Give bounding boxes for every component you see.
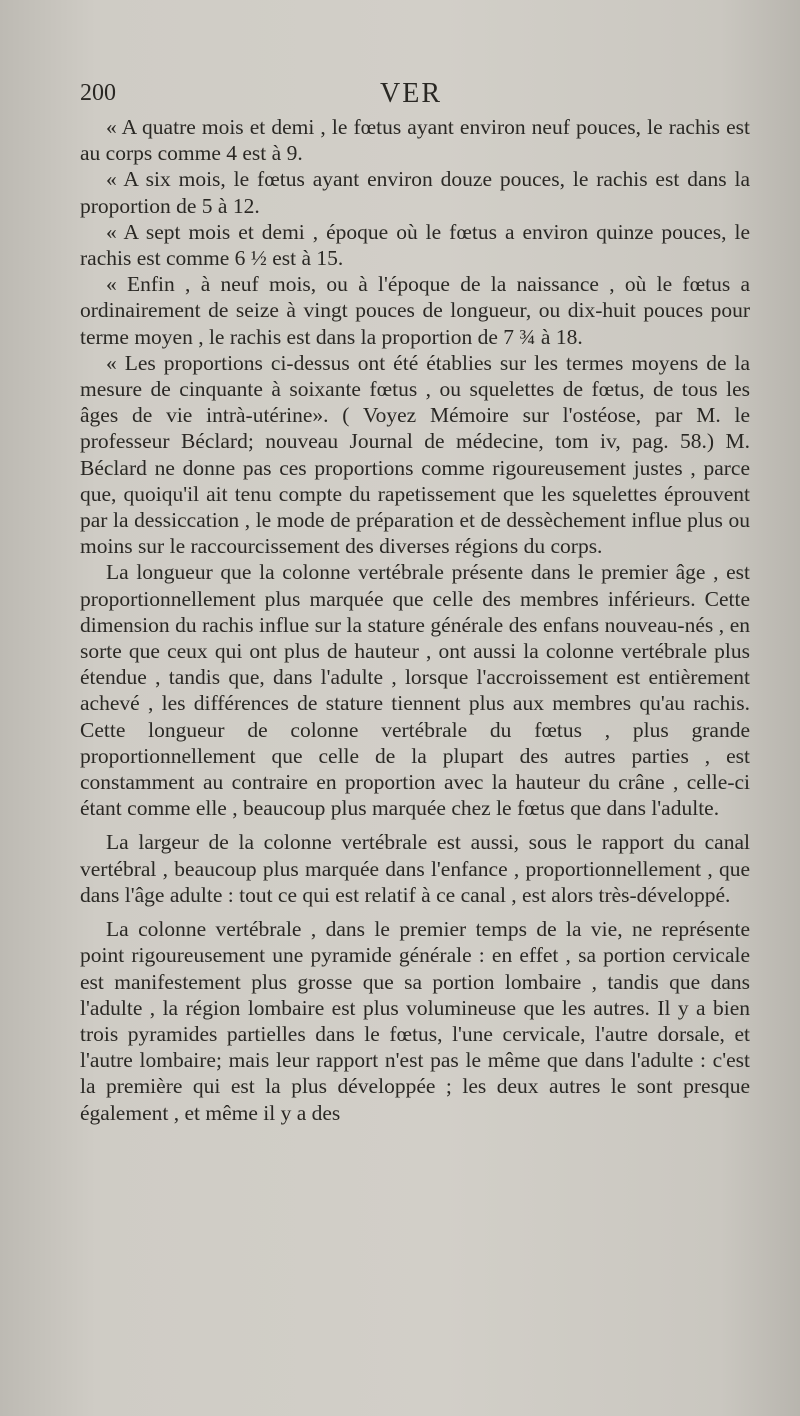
paragraph-longueur: La longueur que la colonne vertébrale présente dans le premier âge , est proportionnellement plus marquée que celle des membres inférieurs. Cette dimension du rachis influe sur la stature générale des enfans nouveau-nés , en sorte que ceux qui ont plus de hauteur , ont aussi la colonne vertébrale plus étendue , tandis que, dans l'adulte , lorsque l'accroissement est entièrement achevé , les différences de stature tiennent plus aux membres qu'au rachis. Cette longueur de colonne vertébrale du fœtus , plus grande proportionnellement que celle de la plupart des autres parties , est constamment au contraire en proportion avec la hauteur du crâne , celle-ci étant comme elle , beaucoup plus marquée chez le fœtus que dans l'adulte. (80, 560, 750, 821)
paragraph-sept-mois: « A sept mois et demi , époque où le fœtus a environ quinze pouces, le rachis est comme 6 ½ est à 15. (80, 219, 750, 271)
body-text (80, 114, 750, 1126)
paragraph-pyramide: La colonne vertébrale , dans le premier temps de la vie, ne représente point rigoureusement une pyramide générale : en effet , sa portion cervicale est manifestement plus grosse que sa portion lombaire , tandis que dans l'adulte , la région lombaire est plus volumineuse que les autres. Il y a bien trois pyramides partielles dans le fœtus, l'une cervicale, l'autre dorsale, et l'autre lombaire; mais leur rapport n'est pas le même que dans l'adulte : c'est la première qui est la plus développée ; les deux autres le sont presque également , et même il y a des (80, 917, 750, 1125)
running-head: VER (380, 78, 442, 109)
page-header (80, 78, 750, 112)
paragraph-proportions: « Les proportions ci-dessus ont été établies sur les termes moyens de la mesure de cinquante à soixante fœtus , ou squelettes de fœtus, de tous les âges de vie intrà-utérine». ( Voyez Mémoire sur l'ostéose, par M. le professeur Béclard; nouveau Journal de médecine, tom iv, pag. 58.) M. Béclard ne donne pas ces proportions comme rigoureusement justes , parce que, quoiqu'il ait tenu compte du rapetissement que les squelettes éprouvent par la dessiccation , le mode de préparation et de dessèchement influe plus ou moins sur le raccourcissement des diverses régions du corps. (80, 350, 750, 559)
paragraph-neuf-mois: « Enfin , à neuf mois, ou à l'époque de la naissance , où le fœtus a ordinairement de seize à vingt pouces de longueur, ou dix-huit pouces pour terme moyen , le rachis est dans la proportion de 7 ¾ à 18. (80, 272, 750, 349)
paragraph-quatre-mois: « A quatre mois et demi , le fœtus ayant environ neuf pouces, le rachis est au corps comme 4 est à 9. (80, 115, 750, 166)
paragraph-six-mois: « A six mois, le fœtus ayant environ douze pouces, le rachis est dans la proportion de 5 à 12. (80, 167, 750, 218)
paragraph-largeur: La largeur de la colonne vertébrale est aussi, sous le rapport du canal vertébral , beaucoup plus marquée dans l'enfance , proportionnellement , que dans l'âge adulte : tout ce qui est relatif à ce canal , est alors très-développé. (80, 830, 750, 907)
page-number: 200 (80, 80, 116, 106)
